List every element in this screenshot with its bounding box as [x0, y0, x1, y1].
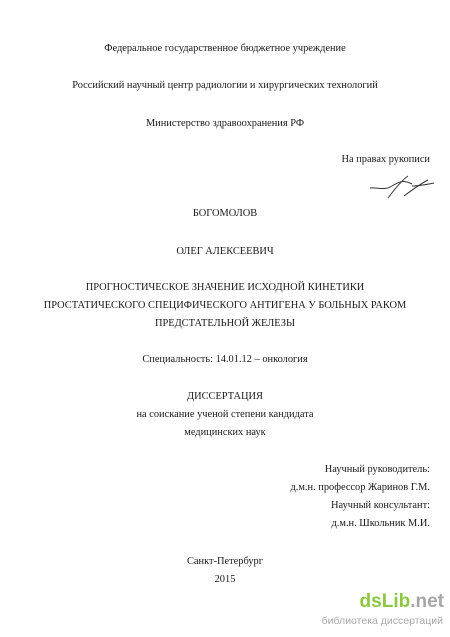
author-name: ОЛЕГ АЛЕКСЕЕВИЧ [176, 246, 274, 257]
dslib-logo [360, 591, 444, 613]
supervisor-label: Научный руководитель: [324, 464, 430, 475]
specialty-line: Специальность: 14.01.12 – онкология [142, 354, 308, 365]
research-center-line: Российский научный центр радиологии и хирургических технологий [72, 80, 378, 91]
dslib-watermark [321, 591, 444, 633]
consultant-label: Научный консультант: [331, 500, 430, 511]
dissertation-title-line-3: ПРЕДСТАТЕЛЬНОЙ ЖЕЛЕЗЫ [154, 318, 296, 329]
watermark-subtitle: библиотека диссертаций [321, 615, 443, 627]
handwritten-signature [368, 174, 436, 200]
dissertation-title-line-1: ПРОГНОСТИЧЕСКОЕ ЗНАЧЕНИЕ ИСХОДНОЙ КИНЕТИКИ [85, 282, 365, 293]
dissertation-title-line-2: ПРОСТАТИЧЕСКОГО СПЕЦИФИЧЕСКОГО АНТИГЕНА У БОЛЬНЫХ РАКОМ [43, 300, 407, 311]
degree-line-1: на соискание ученой степени кандидата [136, 409, 314, 420]
city-line: Санкт-Петербург [186, 556, 264, 567]
logo-part-net: .net [410, 591, 444, 612]
supervisor-name: д.м.н. профессор Жаринов Г.М. [290, 482, 430, 493]
author-surname: БОГОМОЛОВ [192, 208, 258, 219]
year-line: 2015 [214, 574, 236, 585]
degree-line-2: медицинских наук [184, 427, 266, 438]
consultant-name: д.м.н. Школьник М.И. [331, 518, 430, 529]
dissertation-heading: ДИССЕРТАЦИЯ [187, 391, 263, 402]
logo-part-dslib: dsLib [359, 591, 411, 612]
ministry-line: Министерство здравоохранения РФ [145, 118, 305, 129]
manuscript-note: На правах рукописи [341, 154, 430, 165]
institution-line: Федеральное государственное бюджетное учреждение [104, 43, 346, 54]
